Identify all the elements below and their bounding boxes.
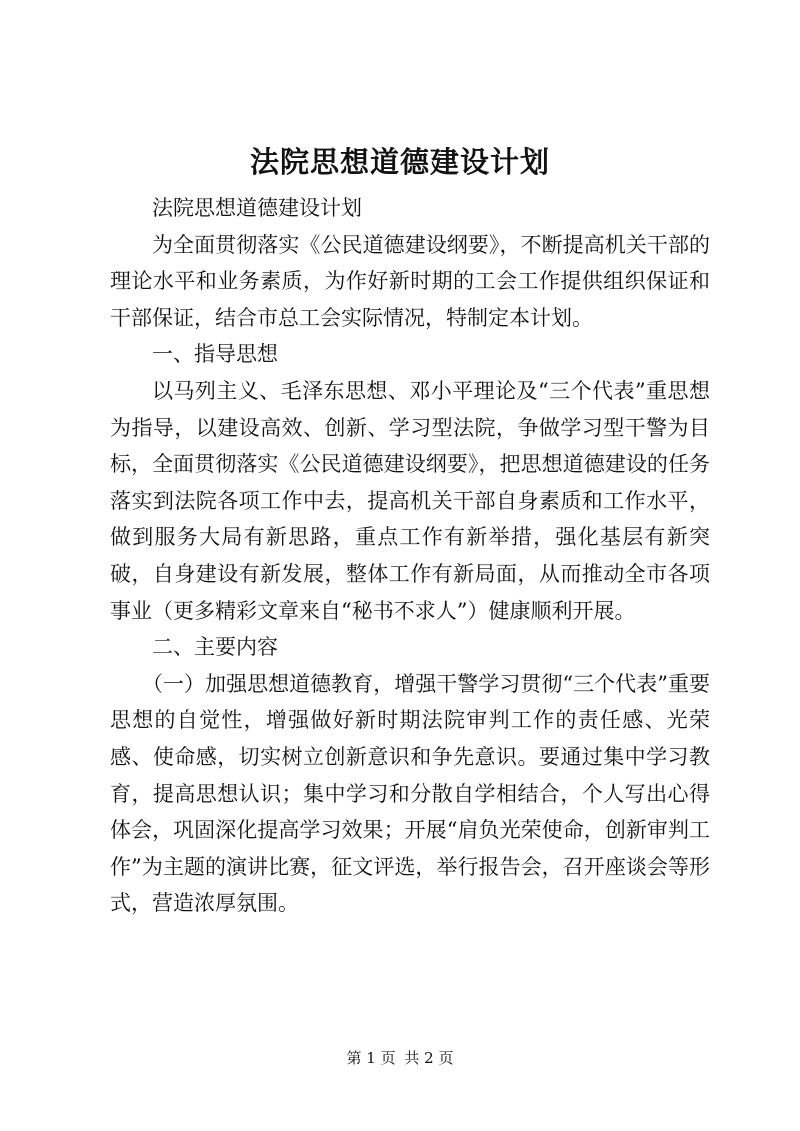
page-number: 第 1 页 — [346, 1049, 396, 1067]
document-title: 法院思想道德建设计划 — [249, 145, 550, 179]
section-heading-main-content: 二、主要内容 — [152, 635, 278, 660]
document-body — [110, 190, 710, 922]
paragraph-main-content-1: （一）加强思想道德教育，增强干警学习贯彻“三个代表”重要思想的自觉性，增强做好新时期法院审判工作的责任感、光荣感、使命感，切实树立创新意识和争先意识。要通过集中学习教育，提高思想认识；集中学习和分散自学相结合，个人写出心得体会，巩固深化提高学习效果；开展“肩负光荣使命，创新审判工作”为主题的演讲比赛，征文评选，举行报告会，召开座谈会等形式，营造浓厚氛围。 — [110, 671, 710, 916]
paragraph-intro: 为全面贯彻落实《公民道德建设纲要》，不断提高机关干部的理论水平和业务素质，为作好新时期的工会工作提供组织保证和干部保证，结合市总工会实际情况，特制定本计划。 — [110, 232, 710, 330]
page-total: 共 2 页 — [404, 1049, 454, 1067]
section-heading-guiding-ideology: 一、指导思想 — [152, 342, 278, 367]
paragraph-subtitle: 法院思想道德建设计划 — [152, 196, 362, 220]
paragraph-guiding-ideology: 以马列主义、毛泽东思想、邓小平理论及“三个代表”重思想为指导，以建设高效、创新、学习型法院，争做学习型干警为目标，全面贯彻落实《公民道德建设纲要》，把思想道德建设的任务落实到法院各项工作中去，提高机关干部自身素质和工作水平，做到服务大局有新思路，重点工作有新举措，强化基层有新突破，自身建设有新发展，整体工作有新局面，从而推动全市各项事业（更多精彩文章来自“秘书不求人”）健康顺利开展。 — [110, 378, 710, 623]
page-footer — [0, 1048, 800, 1068]
